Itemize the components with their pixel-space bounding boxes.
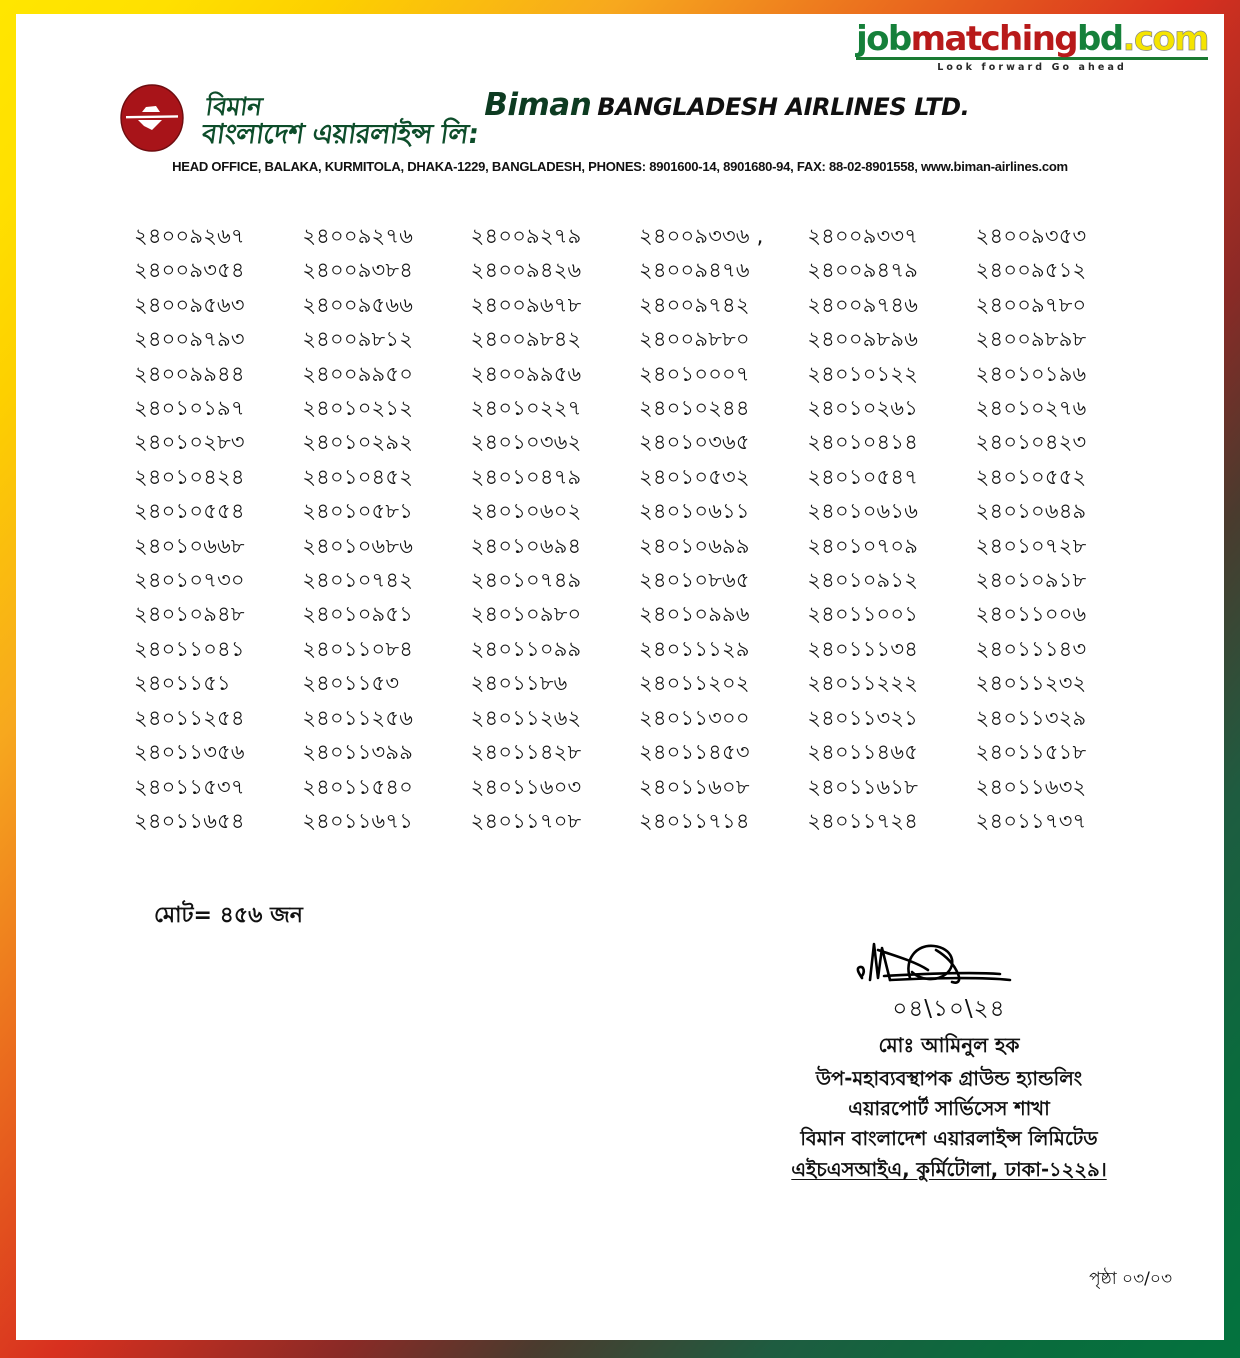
watermark-part-dotcom: .com <box>1122 19 1208 59</box>
roll-number: ২৪০১০১২২ <box>807 361 919 386</box>
roll-number: ২৪০১০৬৪৯ <box>975 499 1087 524</box>
roll-number: ২৪০১০৫৪৭ <box>807 464 919 489</box>
roll-number: ২৪০১১৪২৮ <box>470 740 582 765</box>
signatory-designation-line2: এয়ারপোর্ট সার্ভিসেস শাখা <box>848 1097 1050 1121</box>
roll-number: ২৪০১১৭৩৭ <box>975 808 1087 833</box>
roll-number: ২৪০১০৯১৮ <box>975 568 1087 593</box>
total-count-label: মোট= ৪৫৬ জন <box>154 903 303 928</box>
roll-number: ২৪০০৯৯৫০ <box>302 361 414 386</box>
signatory-name: মোঃ আমিনুল হক <box>878 1033 1020 1057</box>
roll-number: ২৪০১১৬০৮ <box>638 774 750 799</box>
signature-stroke-icon <box>824 934 1074 996</box>
roll-number: ২৪০১১২৫৪ <box>134 705 245 730</box>
letterhead-bangla-line2: বাংলাদেশ এয়ারলাইন্স লি: <box>200 118 481 150</box>
roll-number: ২৪০১০৯৮০ <box>470 602 582 627</box>
roll-number: ২৪০০৯৮৪২ <box>470 327 582 352</box>
watermark-part-matching: matching <box>910 19 1078 59</box>
roll-number: ২৪০০৯৪৭৬ <box>638 258 750 283</box>
roll-number: ২৪০১১৬০৩ <box>470 774 582 799</box>
roll-number: ২৪০১১৭২৪ <box>807 808 919 833</box>
document-page <box>16 14 1224 1340</box>
roll-number: ২৪০১০৮৬৫ <box>638 568 750 593</box>
signature-date: ০৪\১০\২৪ <box>892 996 1006 1022</box>
roll-number-grid <box>134 219 1144 838</box>
roll-number: ২৪০০৯৯৫৬ <box>470 361 582 386</box>
roll-number: ২৪০১১৪৫৩ <box>638 740 750 765</box>
roll-number: ২৪০১০২৮৩ <box>134 430 245 455</box>
letterhead <box>16 82 1224 174</box>
roll-number: ২৪০১১০০১ <box>807 602 919 627</box>
roll-number: ২৪০০৯৩৩৬ , <box>638 224 764 248</box>
roll-number: ২৪০১০৬১৬ <box>807 499 919 524</box>
roll-number: ২৪০১০৭৪৯ <box>470 568 582 593</box>
roll-number: ২৪০১০৭৩০ <box>134 568 245 593</box>
roll-number: ২৪০১০৯৫১ <box>302 602 414 627</box>
roll-number: ২৪০১০২২৭ <box>470 396 582 421</box>
roll-number: ২৪০১১৬৫৪ <box>134 808 245 833</box>
roll-number: ২৪০০৯৩৫৩ <box>975 224 1087 248</box>
roll-number: ২৪০০৯৩৩৭ <box>807 224 919 248</box>
roll-number: ২৪০১০৬৯৯ <box>638 533 750 558</box>
roll-number: ২৪০১১৩০০ <box>638 705 750 730</box>
roll-number: ২৪০১০৩৬৫ <box>638 430 750 455</box>
roll-number: ২৪০১০৬০২ <box>470 499 582 524</box>
roll-number: ২৪০১০৫৫৪ <box>134 499 245 524</box>
roll-number: ২৪০০৯৫১২ <box>975 258 1087 283</box>
roll-number: ২৪০১১৭০৮ <box>470 808 582 833</box>
roll-number: ২৪০১১২২২ <box>807 671 919 696</box>
roll-number: ২৪০১০৬৬৮ <box>134 533 245 558</box>
roll-number: ২৪০১০৯৯৬ <box>638 602 750 627</box>
roll-number: ২৪০১০৪৭৯ <box>470 464 582 489</box>
roll-number: ২৪০১০৬৮৬ <box>302 533 414 558</box>
roll-number: ২৪০১১৬৭১ <box>302 808 414 833</box>
handwritten-signature <box>734 934 1164 996</box>
roll-number: ২৪০০৯৩৫৪ <box>134 258 245 283</box>
roll-number: ২৪০১১৪৬৫ <box>807 740 919 765</box>
roll-number: ২৪০১১১৩৪ <box>807 636 919 661</box>
roll-number: ২৪০১১৫৩ <box>302 671 400 696</box>
signatory-organization: বিমান বাংলাদেশ এয়ারলাইন্স লিমিটেড <box>800 1127 1098 1151</box>
roll-number: ২৪০১১৩৫৬ <box>134 740 245 765</box>
watermark-tagline: Look forward Go ahead <box>937 62 1127 73</box>
roll-number: ২৪০১০২৯২ <box>302 430 414 455</box>
roll-number: ২৪০০৯৭৯৩ <box>134 327 245 352</box>
roll-number: ২৪০১১০৪১ <box>134 636 245 661</box>
roll-number: ২৪০১১৩২১ <box>807 705 919 730</box>
roll-number: ২৪০০৯২৭৯ <box>470 224 582 248</box>
roll-number: ২৪০১১৬৩২ <box>975 774 1087 799</box>
roll-number: ২৪০১০২১২ <box>302 396 414 421</box>
signatory-address: এইচএসআইএ, কুর্মিটোলা, ঢাকা-১২২৯। <box>791 1157 1107 1181</box>
letterhead-bangla-name <box>200 91 484 150</box>
roll-number: ২৪০০৯৫৬৩ <box>134 292 245 317</box>
roll-number: ২৪০১০৬১১ <box>638 499 750 524</box>
roll-number: ২৪০০৯৫৬৬ <box>302 292 414 317</box>
roll-number: ২৪০১০৪২৪ <box>134 464 245 489</box>
roll-number: ২৪০১০০০৭ <box>638 361 750 386</box>
roll-number: ২৪০১০৫৮১ <box>302 499 414 524</box>
roll-number: ২৪০০৯৮৯৮ <box>975 327 1087 352</box>
signatory-designation-line1: উপ-মহাব্যবস্থাপক গ্রাউন্ড হ্যান্ডলিং <box>815 1067 1083 1090</box>
roll-number: ২৪০০৯৬৭৮ <box>470 292 582 317</box>
roll-number: ২৪০১০১৯৭ <box>134 396 245 421</box>
watermark-part-job: job <box>856 19 911 59</box>
roll-number: ২৪০১০৭২৮ <box>975 533 1087 558</box>
roll-number: ২৪০১০৪২৩ <box>975 430 1087 455</box>
letterhead-brand-biman: Biman <box>484 86 592 123</box>
roll-number: ২৪০১১৩২৯ <box>975 705 1087 730</box>
jobmatchingbd-watermark <box>856 19 1208 73</box>
roll-number: ২৪০১০৭৪২ <box>302 568 414 593</box>
roll-number: ২৪০১০৪১৪ <box>807 430 919 455</box>
roll-number: ২৪০১০৫৫২ <box>975 464 1087 489</box>
roll-number: ২৪০১০৬৯৪ <box>470 533 582 558</box>
roll-number: ২৪০০৯২৭৬ <box>302 224 414 248</box>
letterhead-address: HEAD OFFICE, BALAKA, KURMITOLA, DHAKA-1229, BANGLADESH, PHONES: 8901600-14, 8901680-94, FAX: 88-02-8901558, www.biman-airlines.com <box>172 159 1068 174</box>
roll-number: ২৪০১১৬১৮ <box>807 774 919 799</box>
roll-number: ২৪০০৯৮৯৬ <box>807 327 919 352</box>
roll-number: ২৪০১১০৯৯ <box>470 636 582 661</box>
roll-number: ২৪০০৯৪৭৯ <box>807 258 919 283</box>
roll-number: ২৪০০৯৭৮০ <box>975 292 1087 317</box>
roll-number: ২৪০১১৫৪০ <box>302 774 414 799</box>
roll-number: ২৪০১১৫১ <box>134 671 231 696</box>
letterhead-names <box>200 86 1224 150</box>
roll-number: ২৪০১১১৪৩ <box>975 636 1087 661</box>
letterhead-bangla-line1: বিমান <box>204 91 264 121</box>
roll-number: ২৪০১১৮৬ <box>470 671 568 696</box>
roll-number: ২৪০০৯৭৪২ <box>638 292 750 317</box>
roll-number: ২৪০১০২৪৪ <box>638 396 750 421</box>
roll-number: ২৪০১০৪৫২ <box>302 464 414 489</box>
roll-number: ২৪০১১০৮৪ <box>302 636 414 661</box>
roll-number: ২৪০১০৭০৯ <box>807 533 919 558</box>
page-number: পৃষ্ঠা ০৩/০৩ <box>1089 1269 1172 1289</box>
roll-number: ২৪০১১৩৯৯ <box>302 740 414 765</box>
roll-number: ২৪০১০৯৪৮ <box>134 602 245 627</box>
letterhead-row <box>16 82 1224 154</box>
roll-number: ২৪০১১২০২ <box>638 671 750 696</box>
roll-number: ২৪০১১৫৩৭ <box>134 774 245 799</box>
roll-number: ২৪০১০৫৩২ <box>638 464 750 489</box>
roll-number: ২৪০১১০০৬ <box>975 602 1087 627</box>
letterhead-brand-rest: BANGLADESH AIRLINES LTD. <box>597 92 970 121</box>
roll-number: ২৪০১১১২৯ <box>638 636 750 661</box>
roll-number: ২৪০০৯৭৪৬ <box>807 292 919 317</box>
watermark-logo-text <box>856 19 1208 60</box>
watermark-part-bd: bd <box>1077 19 1123 59</box>
roll-number: ২৪০০৯৩৮৪ <box>302 258 414 283</box>
signature-block <box>734 934 1164 1185</box>
roll-number: ২৪০১১২৫৬ <box>302 705 414 730</box>
roll-number: ২৪০১১২৬২ <box>470 705 582 730</box>
roll-number: ২৪০১১২৩২ <box>975 671 1087 696</box>
roll-number: ২৪০১১৭১৪ <box>638 808 750 833</box>
biman-stork-logo-icon <box>116 82 198 154</box>
roll-number: ২৪০১০৩৬২ <box>470 430 582 455</box>
roll-number: ২৪০১০১৯৬ <box>975 361 1087 386</box>
roll-number: ২৪০১০৯১২ <box>807 568 919 593</box>
roll-number: ২৪০০৯৮১২ <box>302 327 414 352</box>
roll-number: ২৪০১০২৭৬ <box>975 396 1087 421</box>
roll-number: ২৪০০৯৪২৬ <box>470 258 582 283</box>
roll-number: ২৪০০৯৮৮০ <box>638 327 750 352</box>
roll-number: ২৪০১০২৬১ <box>807 396 919 421</box>
roll-number: ২৪০০৯২৬৭ <box>134 224 245 248</box>
roll-number: ২৪০০৯৯৪৪ <box>134 361 245 386</box>
roll-number: ২৪০১১৫১৮ <box>975 740 1087 765</box>
